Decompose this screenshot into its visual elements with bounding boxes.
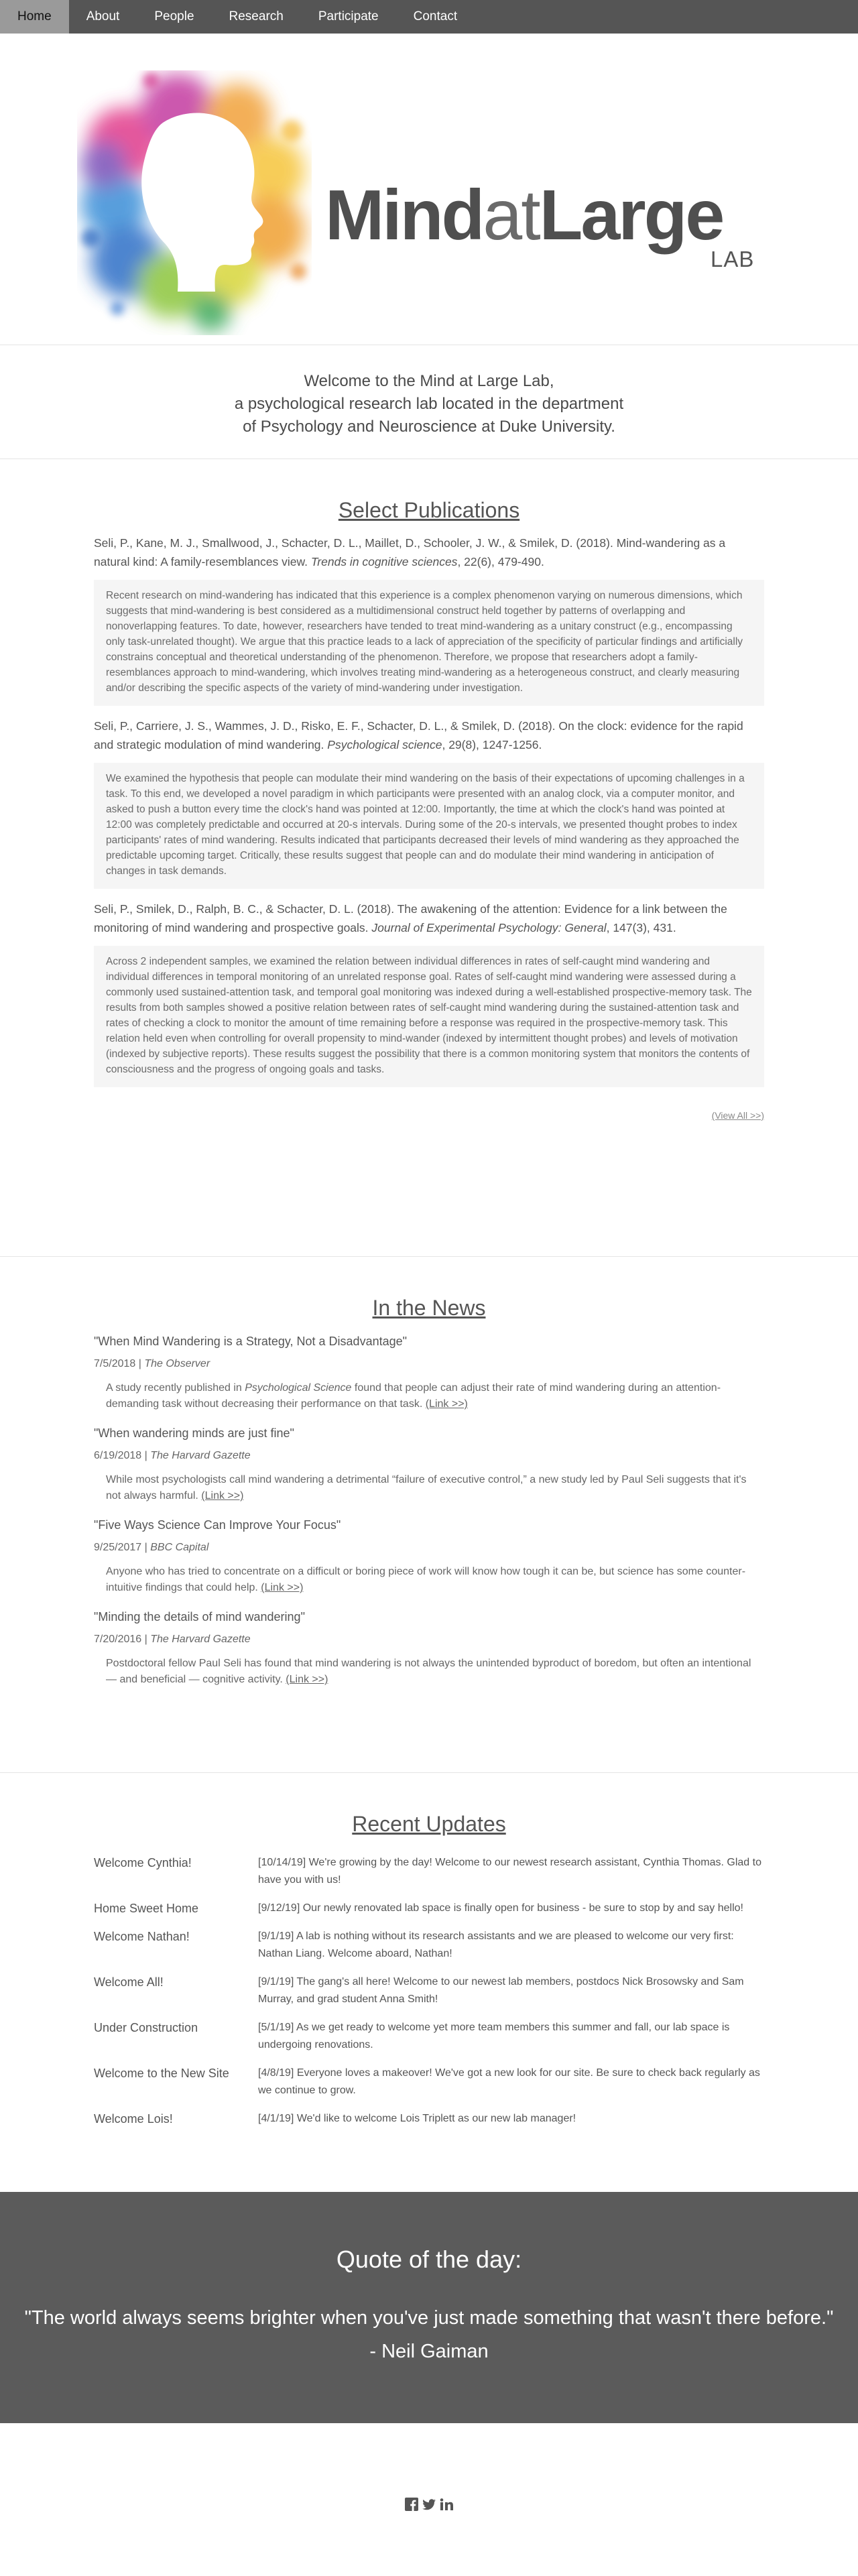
logo-banner	[0, 34, 858, 345]
news-section	[0, 1257, 858, 1773]
nav-people[interactable]: People	[154, 9, 194, 23]
update-text: [9/12/19] Our newly renovated lab space is finally open for business - be sure to stop by and say hello!	[258, 1902, 743, 1914]
news-link[interactable]: (Link >>)	[425, 1398, 468, 1410]
news-body-text: Anyone who has tried to concentrate on a difficult or boring piece of work will know how tough it can be, but science has some counter-intuitive findings that could help.	[106, 1566, 746, 1593]
update-title: Home Sweet Home	[94, 1902, 199, 1915]
news-title: In the News	[372, 1296, 486, 1320]
update-text: [4/8/19] Everyone loves a makeover! We've got a new look for our site. Be sure to check back regularly as we continue to grow.	[258, 2067, 760, 2096]
news-item	[94, 1424, 764, 1504]
news-headline: "When Mind Wandering is a Strategy, Not a Disadvantage"	[94, 1335, 408, 1348]
welcome-line-1: Welcome to the Mind at Large Lab,	[304, 372, 554, 390]
news-source: BBC Capital	[150, 1542, 209, 1553]
publications-section	[0, 459, 858, 1257]
pub-journal: Trends in cognitive sciences	[310, 555, 458, 568]
news-meta	[94, 1632, 764, 1648]
news-item	[94, 1516, 764, 1596]
news-date: 7/20/2016 |	[94, 1634, 151, 1645]
news-meta	[94, 1540, 764, 1556]
wordmark-large: Large	[539, 176, 723, 255]
news-body-text: Postdoctoral fellow Paul Seli has found that mind wandering is not always the unintended byproduct of boredom, but often an intentional — and beneficial — cognitive activity.	[106, 1658, 751, 1685]
publication-citation	[94, 900, 764, 937]
nav-participate[interactable]: Participate	[318, 9, 379, 23]
social-links	[404, 2497, 454, 2515]
news-body	[94, 1380, 764, 1412]
nav-research[interactable]: Research	[229, 9, 284, 23]
update-row	[94, 2019, 764, 2054]
update-text: [9/1/19] A lab is nothing without its research assistants and we are pleased to welcome our very first: Nathan Liang. Welcome aboard, Nathan!	[258, 1930, 734, 1959]
pub-volume: , 147(3), 431.	[606, 921, 676, 934]
news-body-emphasis: Psychological Science	[245, 1382, 352, 1394]
updates-title: Recent Updates	[352, 1812, 506, 1836]
update-title: Under Construction	[94, 2021, 198, 2034]
wordmark-mind: Mind	[325, 176, 483, 255]
news-link[interactable]: (Link >>)	[201, 1490, 244, 1501]
top-nav	[0, 0, 858, 34]
update-title: Welcome Lois!	[94, 2112, 173, 2126]
quote-section	[0, 2192, 858, 2423]
nav-home[interactable]: Home	[0, 0, 69, 34]
welcome-line-3: of Psychology and Neuroscience at Duke University.	[243, 418, 615, 436]
quote-heading: Quote of the day:	[336, 2246, 522, 2273]
news-date: 7/5/2018 |	[94, 1358, 145, 1369]
news-date: 6/19/2018 |	[94, 1450, 151, 1461]
pub-volume: , 22(6), 479-490.	[457, 555, 544, 568]
news-body-text: While most psychologists call mind wandering a detrimental “failure of executive control,” a new study led by Paul Seli suggests that it's not always harmful.	[106, 1474, 747, 1501]
update-row	[94, 1900, 764, 1917]
view-all-publications-link[interactable]: (View All >>)	[711, 1110, 764, 1121]
news-meta	[94, 1356, 764, 1372]
update-row	[94, 2065, 764, 2099]
news-link[interactable]: (Link >>)	[286, 1674, 328, 1685]
welcome-line-2: a psychological research lab located in the department	[234, 395, 624, 413]
publications-title: Select Publications	[338, 498, 520, 522]
update-title: Welcome Nathan!	[94, 1930, 190, 1943]
publication-abstract: We examined the hypothesis that people can modulate their mind wandering on the basis of their expectations of upcoming challenges in a task. To this end, we developed a novel paradigm in which participants were presented with an analog clock, via a computer monitor, and asked to push a button every time the clock's hand was pointed at 12:00. Importantly, the time at which the clock's hand was pointed at 12:00 was completely predictable and occurred at 20-s intervals. During some of the 20-s intervals, we presented thought probes to index participants' rates of mind wandering. Results indicated that participants decreased their levels of mind wandering as they approached the predictable upcoming target. Critically, these results suggest that people can and do modulate their mind wandering in anticipation of changes in task demands.	[94, 763, 764, 889]
publication-citation	[94, 534, 764, 571]
quote-text: "The world always seems brighter when you've just made something that wasn't there before."	[24, 2307, 834, 2329]
update-title: Welcome Cynthia!	[94, 1856, 192, 1869]
publication-abstract: Recent research on mind-wandering has indicated that this experience is a complex phenomenon varying on numerous dimensions, which suggests that mind-wandering is best considered as a multidimensional construct held together by patterns of overlapping and nonoverlapping features. To date, however, researchers have tended to treat mind-wandering as a unitary construct (e.g., encompassing only task-unrelated thought). We argue that this practice leads to a lack of appreciation of the specificity of particular findings and artificially constrains conceptual and theoretical understanding of the phenomenon. Therefore, we propose that researchers adopt a family-resemblances approach to mind-wandering, which involves treating mind-wandering as a heterogeneous construct, and clearly measuring and/or describing the specific aspects of the variety of mind-wandering under investigation.	[94, 580, 764, 706]
footer	[0, 2423, 858, 2573]
news-body	[94, 1564, 764, 1596]
linkedin-icon[interactable]	[439, 2497, 454, 2515]
facebook-icon[interactable]	[404, 2497, 419, 2515]
news-date: 9/25/2017 |	[94, 1542, 151, 1553]
pub-journal: Psychological science	[327, 738, 442, 751]
pub-journal: Journal of Experimental Psychology: General	[371, 921, 607, 934]
update-title: Welcome All!	[94, 1975, 164, 1989]
update-title: Welcome to the New Site	[94, 2067, 229, 2080]
update-row	[94, 2110, 764, 2128]
quote-author: - Neil Gaiman	[369, 2341, 489, 2362]
news-item	[94, 1608, 764, 1688]
news-body	[94, 1656, 764, 1688]
lab-wordmark	[325, 176, 723, 255]
update-row	[94, 1973, 764, 2008]
news-meta	[94, 1448, 764, 1464]
head-splash-logo	[77, 70, 312, 335]
nav-contact[interactable]: Contact	[413, 9, 458, 23]
nav-about[interactable]: About	[86, 9, 120, 23]
news-link[interactable]: (Link >>)	[261, 1582, 304, 1593]
welcome-section	[0, 345, 858, 459]
pub-authors: Seli, P., Carriere, J. S., Wammes, J. D., Risko, E. F., Schacter, D. L., & Smilek, D. (2018). On the clock: evidence for the rapid and strategic modulation of mind wandering.	[94, 719, 743, 751]
update-row	[94, 1854, 764, 1889]
news-source: The Observer	[144, 1358, 210, 1369]
wordmark-at: at	[483, 176, 540, 255]
news-body-text: A study recently published in	[106, 1382, 245, 1394]
pub-volume: , 29(8), 1247-1256.	[442, 738, 542, 751]
update-text: [5/1/19] As we get ready to welcome yet more team members this summer and fall, our lab space is undergoing renovations.	[258, 2022, 730, 2050]
pub-authors: Seli, P., Smilek, D., Ralph, B. C., & Schacter, D. L. (2018). The awakening of the attention: Evidence for a link between the monitoring of mind wandering and prospective goals.	[94, 902, 727, 934]
update-text: [10/14/19] We're growing by the day! Welcome to our newest research assistant, Cynthia Thomas. Glad to have you with us!	[258, 1857, 761, 1886]
update-row	[94, 1928, 764, 1963]
news-source: The Harvard Gazette	[150, 1450, 251, 1461]
publication-citation	[94, 717, 764, 754]
update-text: [9/1/19] The gang's all here! Welcome to our newest lab members, postdocs Nick Brosowsky and Sam Murray, and grad student Anna Smith!	[258, 1976, 744, 2005]
news-body-text: found that people can adjust their rate of mind wandering during an attention-demanding task without decreasing their performance on that task.	[106, 1382, 721, 1410]
update-text: [4/1/19] We'd like to welcome Lois Triplett as our new lab manager!	[258, 2113, 576, 2124]
news-headline: "Minding the details of mind wandering"	[94, 1610, 305, 1623]
news-item	[94, 1333, 764, 1412]
news-headline: "When wandering minds are just fine"	[94, 1426, 294, 1440]
twitter-icon[interactable]	[422, 2497, 436, 2515]
publication-abstract: Across 2 independent samples, we examined the relation between individual differences in rates of self-caught mind wandering and individual differences in temporal monitoring of an unrelated response goal. Rates of self-caught mind wandering were assessed during a commonly used sustained-attention task, and temporal goal monitoring was indexed during a well-established prospective-memory task. The results from both samples showed a positive relation between rates of self-caught mind wandering during the sustained-attention task and rates of checking a clock to monitor the amount of time remaining before a response was required in the prospective-memory task. This relation held even when controlling for overall propensity to mind-wander (indexed by intermittent thought probes) and levels of motivation (indexed by subjective reports). These results suggest the possibility that there is a common monitoring system that monitors the contents of consciousness and the progress of ongoing goals and tasks.	[94, 946, 764, 1087]
news-body	[94, 1472, 764, 1504]
pub-authors: Seli, P., Kane, M. J., Smallwood, J., Schacter, D. L., Maillet, D., Schooler, J. W., & Smilek, D. (2018). Mind-wandering as a natural kind: A family-resemblances view.	[94, 536, 726, 568]
updates-section	[0, 1773, 858, 2192]
news-source: The Harvard Gazette	[150, 1634, 251, 1645]
news-headline: "Five Ways Science Can Improve Your Focus"	[94, 1518, 341, 1532]
wordmark-lab: LAB	[711, 247, 755, 271]
